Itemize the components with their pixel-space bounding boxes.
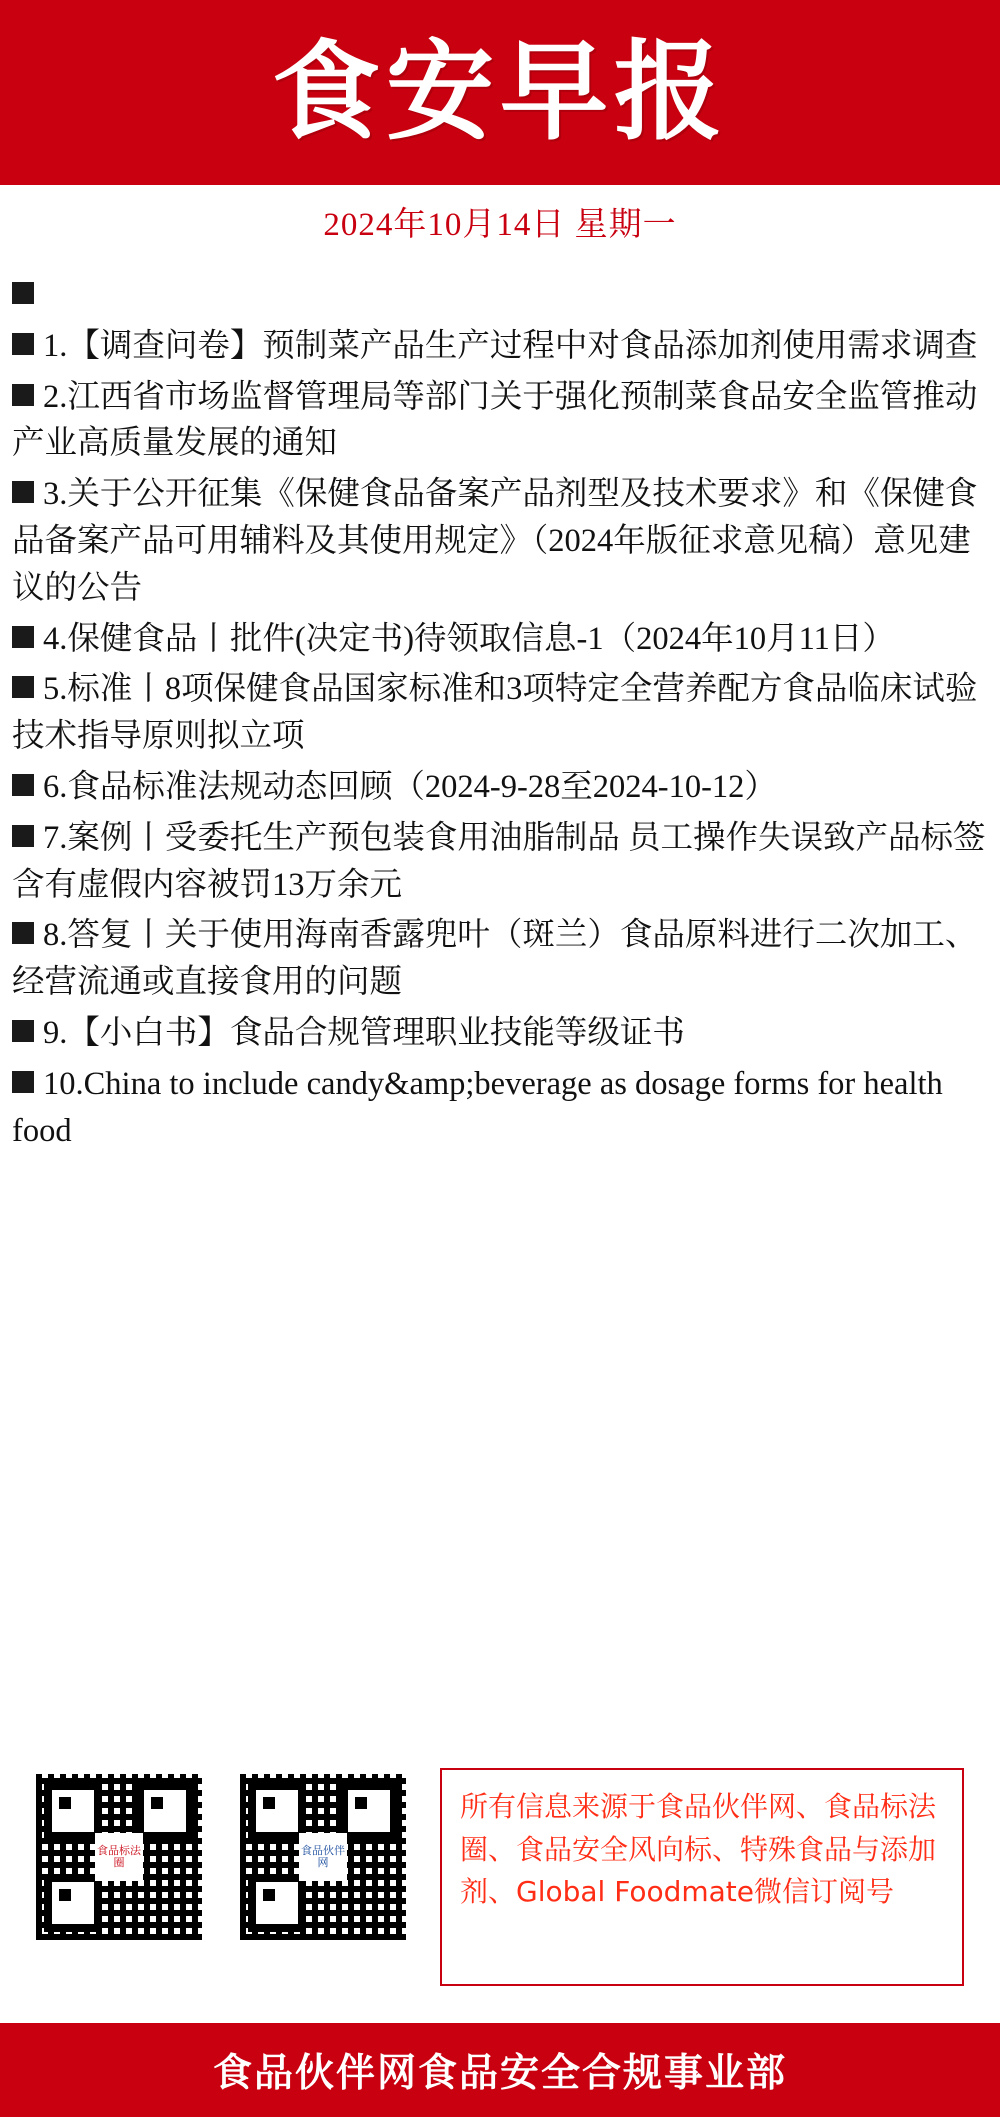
list-item-label: 6.食品标准法规动态回顾（2024-9-28至2024-10-12） bbox=[43, 768, 777, 805]
square-bullet-icon bbox=[12, 1020, 34, 1042]
source-note: 所有信息来源于食品伙伴网、食品标法圈、食品安全风向标、特殊食品与添加剂、Global Foodmate微信订阅号 bbox=[440, 1768, 964, 1986]
qr-finder-icon bbox=[44, 1782, 102, 1840]
qr-finder-icon bbox=[248, 1874, 306, 1932]
header-banner bbox=[0, 0, 1000, 185]
list-item bbox=[12, 815, 988, 909]
square-bullet-icon bbox=[12, 333, 34, 355]
page-title: 食安早报 bbox=[271, 29, 728, 155]
list-item-label: 10.China to include candy&amp;beverage as dosage forms for health food bbox=[12, 1065, 943, 1149]
qr-finder-icon bbox=[44, 1874, 102, 1932]
list-item-label: 4.保健食品丨批件(决定书)待领取信息-1（2024年10月11日） bbox=[43, 620, 895, 657]
square-bullet-icon bbox=[12, 825, 34, 847]
headline-list bbox=[12, 272, 988, 1158]
list-item bbox=[12, 272, 988, 319]
list-item-label: 2.江西省市场监督管理局等部门关于强化预制菜食品安全监管推动产业高质量发展的通知 bbox=[12, 378, 978, 462]
qr-code-right[interactable] bbox=[240, 1774, 406, 1940]
qr-center-label: 食品标法圈 bbox=[95, 1833, 143, 1881]
list-item bbox=[12, 912, 988, 1006]
list-item-label: 8.答复丨关于使用海南香露兜叶（斑兰）食品原料进行二次加工、经营流通或直接食用的问题 bbox=[12, 917, 978, 1001]
square-bullet-icon bbox=[12, 384, 34, 406]
qr-and-note-zone bbox=[0, 1768, 1000, 2013]
qr-code-left[interactable] bbox=[36, 1774, 202, 1940]
square-bullet-icon bbox=[12, 626, 34, 648]
square-bullet-icon bbox=[12, 282, 34, 304]
banner-underline bbox=[0, 185, 1000, 190]
square-bullet-icon bbox=[12, 676, 34, 698]
qr-center-label: 食品伙伴网 bbox=[299, 1833, 347, 1881]
qr-finder-icon bbox=[248, 1782, 306, 1840]
date-label: 2024年10月14日 星期一 bbox=[323, 207, 677, 243]
qr-finder-icon bbox=[340, 1782, 398, 1840]
list-item bbox=[12, 323, 988, 370]
list-item-label: 9.【小白书】食品合规管理职业技能等级证书 bbox=[43, 1014, 685, 1051]
footer-banner bbox=[0, 2023, 1000, 2117]
qr-finder-icon bbox=[136, 1782, 194, 1840]
list-item bbox=[12, 374, 988, 468]
list-item bbox=[12, 666, 988, 760]
square-bullet-icon bbox=[12, 1071, 34, 1093]
list-item bbox=[12, 471, 988, 611]
footer-label: 食品伙伴网食品安全合规事业部 bbox=[212, 2051, 787, 2096]
list-item-label: 5.标准丨8项保健食品国家标准和3项特定全营养配方食品临床试验技术指导原则拟立项 bbox=[12, 671, 978, 755]
list-item-label: 7.案例丨受委托生产预包装食用油脂制品 员工操作失误致产品标签含有虚假内容被罚13万余元 bbox=[12, 819, 986, 903]
list-item bbox=[12, 764, 988, 811]
square-bullet-icon bbox=[12, 922, 34, 944]
list-item-label: 1.【调查问卷】预制菜产品生产过程中对食品添加剂使用需求调查 bbox=[43, 327, 978, 364]
list-item bbox=[12, 616, 988, 663]
list-item bbox=[12, 1010, 988, 1057]
list-item-label: 3.关于公开征集《保健食品备案产品剂型及技术要求》和《保健食品备案产品可用辅料及其使用规定》（2024年版征求意见稿）意见建议的公告 bbox=[12, 476, 978, 606]
list-item bbox=[12, 1061, 988, 1155]
square-bullet-icon bbox=[12, 481, 34, 503]
square-bullet-icon bbox=[12, 774, 34, 796]
